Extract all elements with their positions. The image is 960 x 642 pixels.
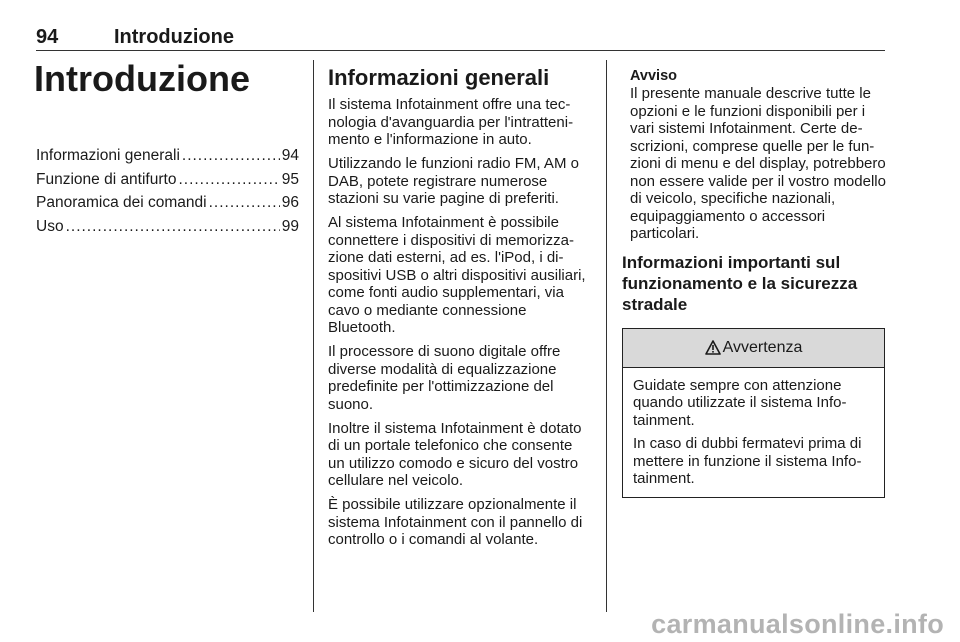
warning-triangle-icon [705, 340, 721, 355]
paragraph: Inoltre il sistema Infotainment è dotato di un portale telefonico che consente un utilizzo comodo e sicuro del vostro cellulare nel veicolo. [328, 419, 582, 489]
paragraph: Utilizzando le funzioni radio FM, AM o DAB, potete registrare numerose stazioni su varie pagine di preferiti. [328, 155, 579, 207]
toc-entry[interactable] [36, 191, 299, 215]
warning-paragraph: In caso di dubbi fermatevi prima di mettere in funzione il sistema Infotainment. [633, 435, 862, 487]
toc-entry-label: Uso [36, 217, 64, 235]
section-heading: Informazioni generali [328, 65, 550, 90]
toc-entry-label: Funzione di antifurto [36, 170, 177, 188]
paragraph: Il processore di suono digitale offre diverse modalità di equalizzazione predefinite per l'ottimizzazione del suono. [328, 343, 561, 413]
toc-leader-dots [66, 215, 280, 239]
toc-entry-label: Panoramica dei comandi [36, 194, 207, 211]
watermark: carmanualsonline.info [651, 609, 944, 639]
paragraph: Al sistema Infotainment è possibile connettere i dispositivi di memorizzazione dati esterni, ad es. l'iPod, i dispositivi USB o altri dispositivi ausiliari, come fonti audio supplementari, via cavo o mediante connessione Bluetooth. [328, 214, 586, 336]
warning-header [623, 329, 884, 368]
toc-entry-page: 95 [281, 170, 299, 188]
notice-block [622, 68, 886, 243]
table-of-contents [36, 144, 299, 238]
toc-entry-page: 99 [281, 217, 299, 235]
toc-entry[interactable] [36, 168, 299, 192]
toc-leader-dots [209, 191, 280, 215]
column-divider [606, 60, 607, 612]
column-divider [313, 60, 314, 612]
toc-entry[interactable] [36, 215, 299, 239]
toc-entry-page: 94 [281, 147, 299, 164]
toc-entry-label: Informazioni generali [36, 147, 180, 164]
page-header [36, 22, 885, 51]
notice-title: Avviso [630, 68, 678, 84]
section-heading: Informazioni importanti sul funzionamento e la sicurezza stradale [622, 252, 858, 314]
warning-body [623, 368, 884, 497]
column-general-info [328, 64, 592, 549]
notice-text: Il presente manuale descrive tutte le opzioni e le funzioni disponibili per i vari sistemi Infotainment. Certe descrizioni, comprese quelle per le funzioni di menu e del display, potrebbero non essere valide per il vostro modello di veicolo, specifiche nazionali, equipaggiamento o accessori particolari. [630, 85, 886, 242]
column-notes [622, 68, 886, 498]
paragraph: Il sistema Infotainment offre una tecnologia d'avanguardia per l'intrattenimento e l'informazione in auto. [328, 96, 574, 148]
toc-leader-dots [182, 144, 280, 168]
toc-leader-dots [178, 168, 279, 192]
page-number: 94 [36, 26, 59, 48]
toc-entry-page: 96 [281, 194, 299, 211]
warning-title: Avvertenza [722, 338, 803, 356]
warning-box [622, 328, 885, 498]
toc-entry[interactable] [36, 144, 299, 168]
chapter-title: Introduzione [34, 58, 250, 99]
paragraph: È possibile utilizzare opzionalmente il sistema Infotainment con il pannello di controllo o i comandi al volante. [328, 496, 583, 548]
running-section-title: Introduzione [114, 26, 234, 48]
warning-paragraph: Guidate sempre con attenzione quando utilizzate il sistema Infotainment. [633, 376, 847, 429]
